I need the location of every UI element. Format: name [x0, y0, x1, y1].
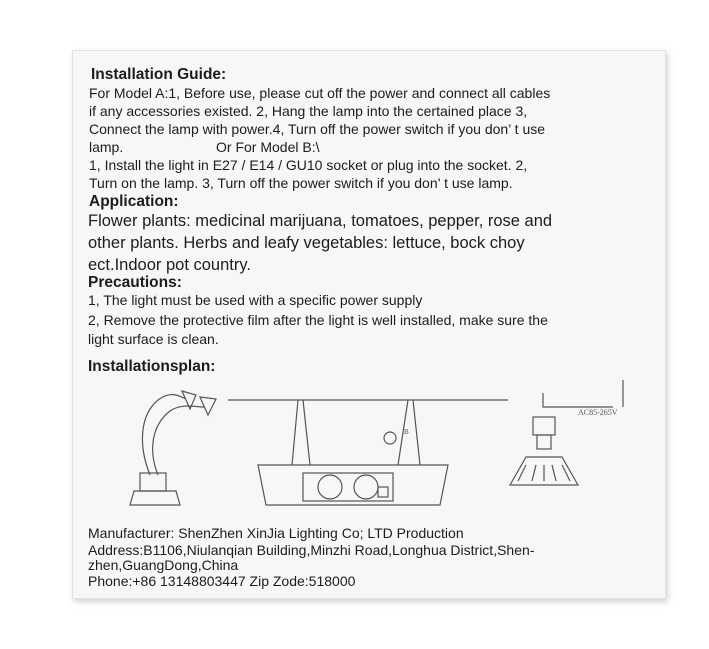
- application-line: Flower plants: medicinal marijuana, tomatoes, pepper, rose and: [88, 212, 553, 230]
- fan-icon: [318, 475, 342, 499]
- power-cable: [543, 393, 613, 407]
- hanging-wire: [292, 400, 298, 465]
- precautions-line: 2, Remove the protective film after the light is well installed, make sure the: [88, 312, 548, 328]
- fixture-housing: [258, 465, 448, 505]
- manufacturer-line: Manufacturer: ShenZhen XinJia Lighting Co; LTD Production: [88, 525, 464, 541]
- guide-line: lamp.: [89, 139, 124, 155]
- guide-line: if any accessories existed. 2, Hang the lamp into the certained place 3,: [89, 103, 528, 119]
- address-line: Address:B1106,Niulanqian Building,Minzhi Road,Longhua District,Shen-: [88, 542, 535, 558]
- application-line: other plants. Herbs and leafy vegetables: lettuce, bock choy: [88, 234, 525, 252]
- lamp-head-icon: [200, 397, 216, 415]
- gooseneck-arm: [153, 406, 204, 475]
- installation-guide-heading: Installation Guide:: [91, 66, 227, 83]
- hanging-wire: [413, 400, 420, 465]
- clip-icon: [140, 473, 166, 491]
- guide-line: 1, Install the light in E27 / E14 / GU10 socket or plug into the socket. 2,: [89, 157, 528, 173]
- guide-line: For Model A:1, Before use, please cut off the power and connect all cables: [89, 85, 551, 101]
- phone-line: Phone:+86 13148803447 Zip Zode:518000: [88, 573, 356, 589]
- socket-icon: [533, 417, 555, 435]
- precautions-heading: Precautions:: [88, 274, 182, 291]
- application-heading: Application:: [89, 193, 179, 210]
- fan-icon: [354, 475, 378, 499]
- installation-diagram: [78, 325, 638, 525]
- address-line: zhen,GuangDong,China: [88, 557, 239, 573]
- hanging-wire: [303, 400, 310, 465]
- switch-icon: [378, 487, 388, 497]
- clip-base-icon: [130, 491, 180, 505]
- guide-line: Or For Model B:\: [216, 139, 320, 155]
- socket-base-icon: [537, 435, 551, 449]
- guide-line: Connect the lamp with power.4, Turn off the power switch if you don’ t use: [89, 121, 546, 137]
- hook-icon: [384, 432, 396, 444]
- voltage-label: AC85-265V: [578, 408, 618, 417]
- precautions-line: 1, The light must be used with a specific power supply: [88, 292, 423, 308]
- application-line: ect.Indoor pot country.: [88, 256, 251, 274]
- guide-line: Turn on the lamp. 3, Turn off the power switch if you don’ t use lamp.: [89, 175, 513, 191]
- installationsplan-heading: Installationsplan:: [88, 358, 216, 375]
- b-label: B: [404, 428, 409, 436]
- precautions-line: light surface is clean.: [88, 331, 219, 347]
